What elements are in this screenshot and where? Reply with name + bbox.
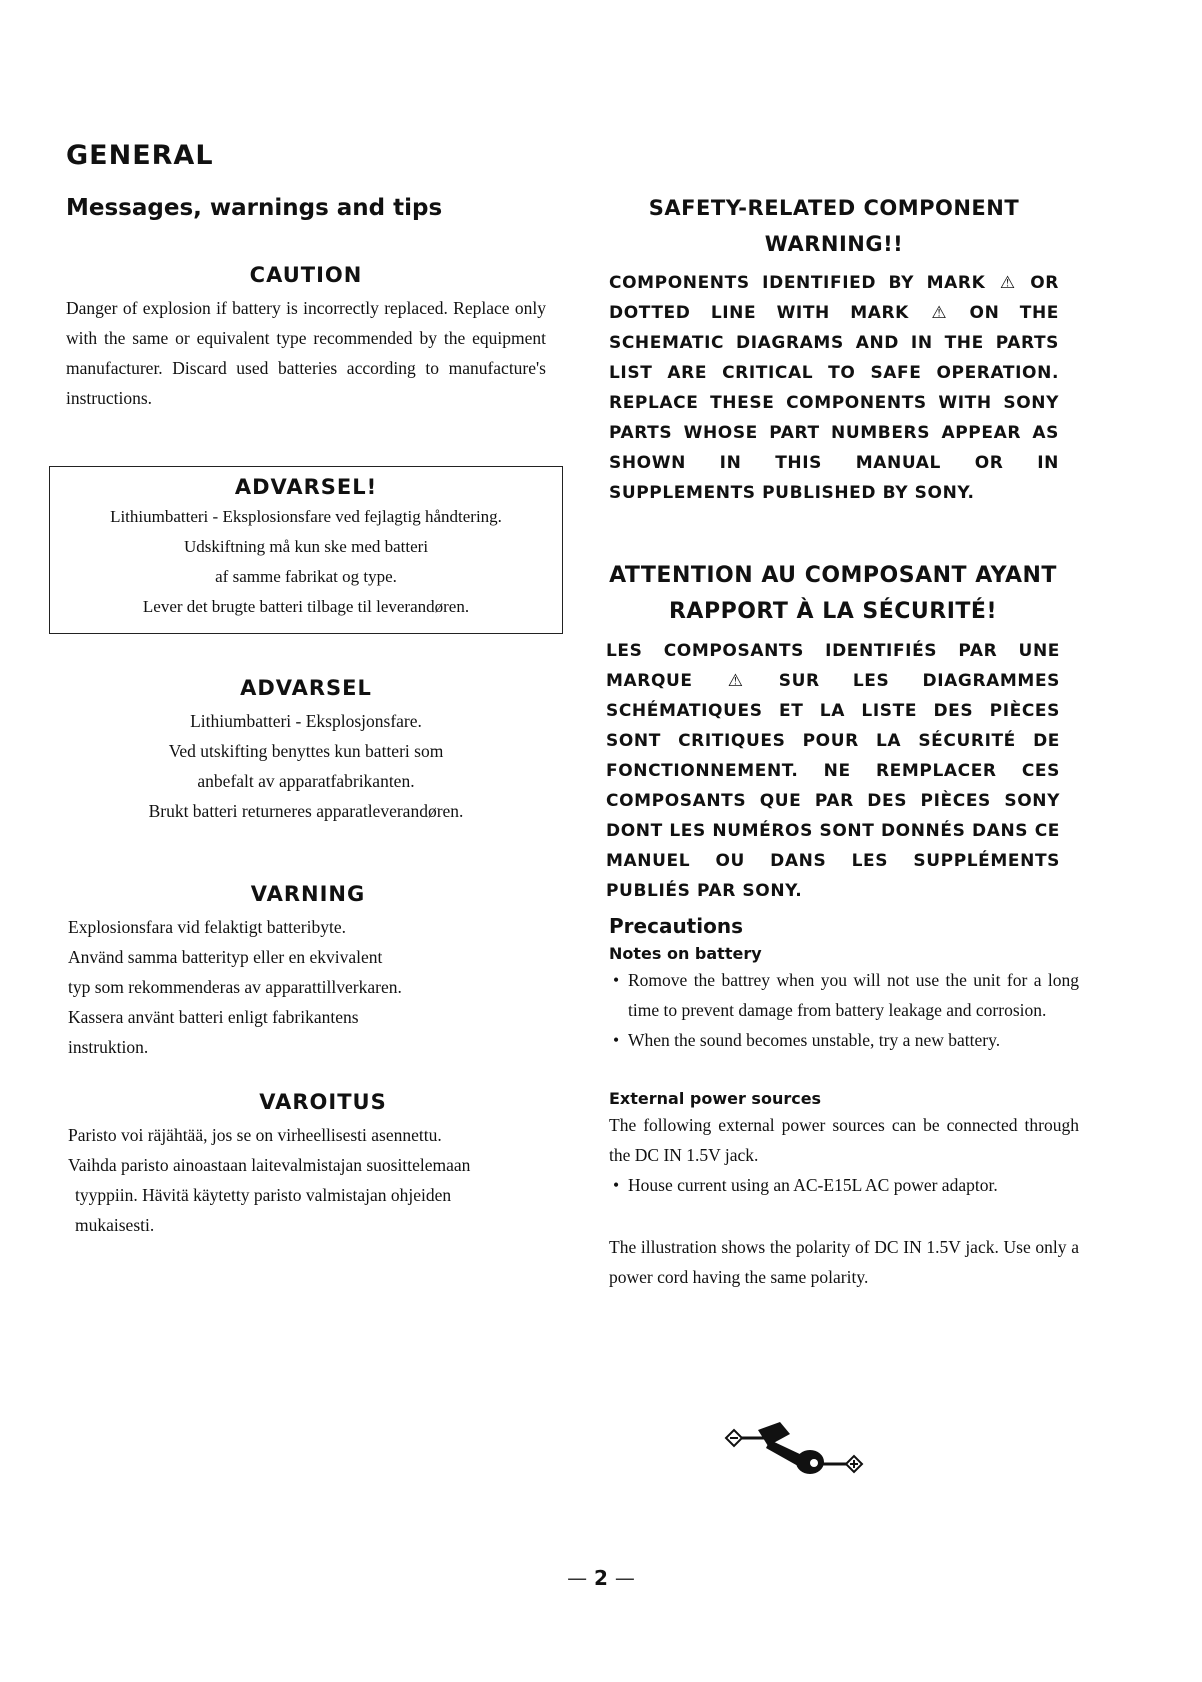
safety-warning-text (609, 268, 1059, 508)
advarsel-norwegian-line: Brukt batteri returneres apparatleverandøren. (148, 801, 464, 821)
varning-line: instruktion. (68, 1037, 149, 1057)
page-number (0, 1566, 1202, 1590)
polarity-text: The illustration shows the polarity of DC IN 1.5V jack. Use only a power cord having the same polarity. (609, 1237, 1079, 1287)
attention-title-line2: RAPPORT À LA SÉCURITÉ! (668, 599, 997, 624)
battery-note-item: • When the sound becomes unstable, try a new battery. (609, 1025, 1079, 1055)
advarsel-norwegian-line: Lithiumbatteri - Eksplosjonsfare. (190, 711, 422, 731)
attention-text (606, 636, 1060, 906)
page-number-value: 2 (594, 1566, 608, 1590)
warning-triangle-icon: ⚠ (931, 303, 948, 323)
external-power-title: External power sources (609, 1089, 822, 1108)
attention-section (606, 558, 1060, 906)
page-title: GENERAL (66, 140, 214, 171)
external-power-text: The following external power sources can be connected through the DC IN 1.5V jack. (609, 1115, 1079, 1165)
advarsel-danish-line: Udskiftning må kun ske med batteri (183, 537, 429, 556)
attention-text-part: LES COMPOSANTS IDENTIFIÉS PAR UNE MARQUE (606, 641, 1060, 691)
advarsel-norwegian-line: Ved utskifting benyttes kun batteri som (168, 741, 444, 761)
varoitus-section (68, 1090, 578, 1240)
varoitus-line: tyyppiin. Hävitä käytetty paristo valmistajan ohjeiden (75, 1185, 452, 1205)
varning-line: typ som rekommenderas av apparattillverkaren. (68, 977, 402, 997)
advarsel-danish-line: Lithiumbatteri - Eksplosionsfare ved fejlagtig håndtering. (110, 507, 502, 526)
positive-terminal-icon (846, 1456, 862, 1472)
advarsel-danish-box (49, 466, 563, 634)
caution-section (66, 263, 546, 413)
safety-warning-title (609, 190, 1059, 262)
advarsel-danish-line: Lever det brugte batteri tilbage til leverandøren. (142, 597, 470, 616)
varning-line: Använd samma batterityp eller en ekvivalent (68, 947, 383, 967)
external-power-item: • House current using an AC-E15L AC power adaptor. (609, 1170, 1079, 1200)
advarsel-norwegian-heading: ADVARSEL (240, 676, 372, 700)
varning-heading: VARNING (250, 882, 366, 906)
safety-warning-section (609, 190, 1059, 508)
negative-terminal-icon (726, 1430, 742, 1446)
varning-section (68, 882, 548, 1062)
advarsel-danish-heading: ADVARSEL! (234, 475, 378, 499)
safety-title-line2: WARNING!! (764, 232, 904, 256)
attention-text-part: SUR LES DIAGRAMMES SCHÉMATIQUES ET LA LISTE DES PIÈCES SONT CRITIQUES POUR LA SÉCURITÉ DE FONCTIONNEMENT. NE REMPLACER CES COMPOSANTS QUE PAR DES PIÈCES SONY DONT LES NUMÉROS SONT DONNÉS DANS CE MANUEL OU DANS LES SUPPLÉMENTS PUBLIÉS PAR SONY. (606, 671, 1060, 901)
attention-title (606, 558, 1060, 630)
varning-line: Explosionsfara vid felaktigt batteribyte. (68, 917, 346, 937)
varoitus-line: Vaihda paristo ainoastaan laitevalmistajan suosittelemaan (68, 1155, 471, 1175)
precautions-title: Precautions (609, 914, 743, 938)
caution-heading: CAUTION (249, 263, 363, 287)
dc-polarity-plug-icon (718, 1416, 878, 1476)
precautions-section (609, 914, 1079, 1292)
safety-text-part: OR DOTTED LINE WITH MARK (609, 273, 1059, 323)
advarsel-norwegian-section (66, 676, 546, 826)
safety-text-part: ON THE SCHEMATIC DIAGRAMS AND IN THE PARTS LIST ARE CRITICAL TO SAFE OPERATION. REPLACE THESE COMPONENTS WITH SONY PARTS WHOSE PART NUMBERS APPEAR AS SHOWN IN THIS MANUAL OR IN SUPPLEMENTS PUBLISHED BY SONY. (609, 303, 1059, 503)
varoitus-line: Paristo voi räjähtää, jos se on virheellisesti asennettu. (68, 1125, 442, 1145)
page-number-dash: — (614, 1566, 635, 1590)
battery-note-item: • Romove the battrey when you will not use the unit for a long time to prevent damage from battery leakage and corrosion. (609, 965, 1079, 1025)
warning-triangle-icon: ⚠ (999, 273, 1016, 293)
varoitus-heading: VAROITUS (259, 1090, 387, 1114)
advarsel-danish-line: af samme fabrikat og type. (215, 567, 397, 586)
safety-text-part: COMPONENTS IDENTIFIED BY MARK (609, 273, 986, 293)
page-number-dash: — (567, 1566, 588, 1590)
page-subtitle: Messages, warnings and tips (66, 195, 443, 221)
varoitus-line: mukaisesti. (75, 1215, 155, 1235)
varning-line: Kassera använt batteri enligt fabrikantens (68, 1007, 359, 1027)
warning-triangle-icon: ⚠ (727, 671, 744, 691)
safety-title-line1: SAFETY-RELATED COMPONENT (648, 196, 1020, 220)
advarsel-norwegian-line: anbefalt av apparatfabrikanten. (197, 771, 415, 791)
attention-title-line1: ATTENTION AU COMPOSANT AYANT (609, 563, 1057, 588)
battery-notes-title: Notes on battery (609, 944, 762, 963)
caution-text: Danger of explosion if battery is incorrectly replaced. Replace only with the same or equivalent type recommended by the equipment manufacturer. Discard used batteries according to manufacture's instructions. (66, 298, 546, 408)
